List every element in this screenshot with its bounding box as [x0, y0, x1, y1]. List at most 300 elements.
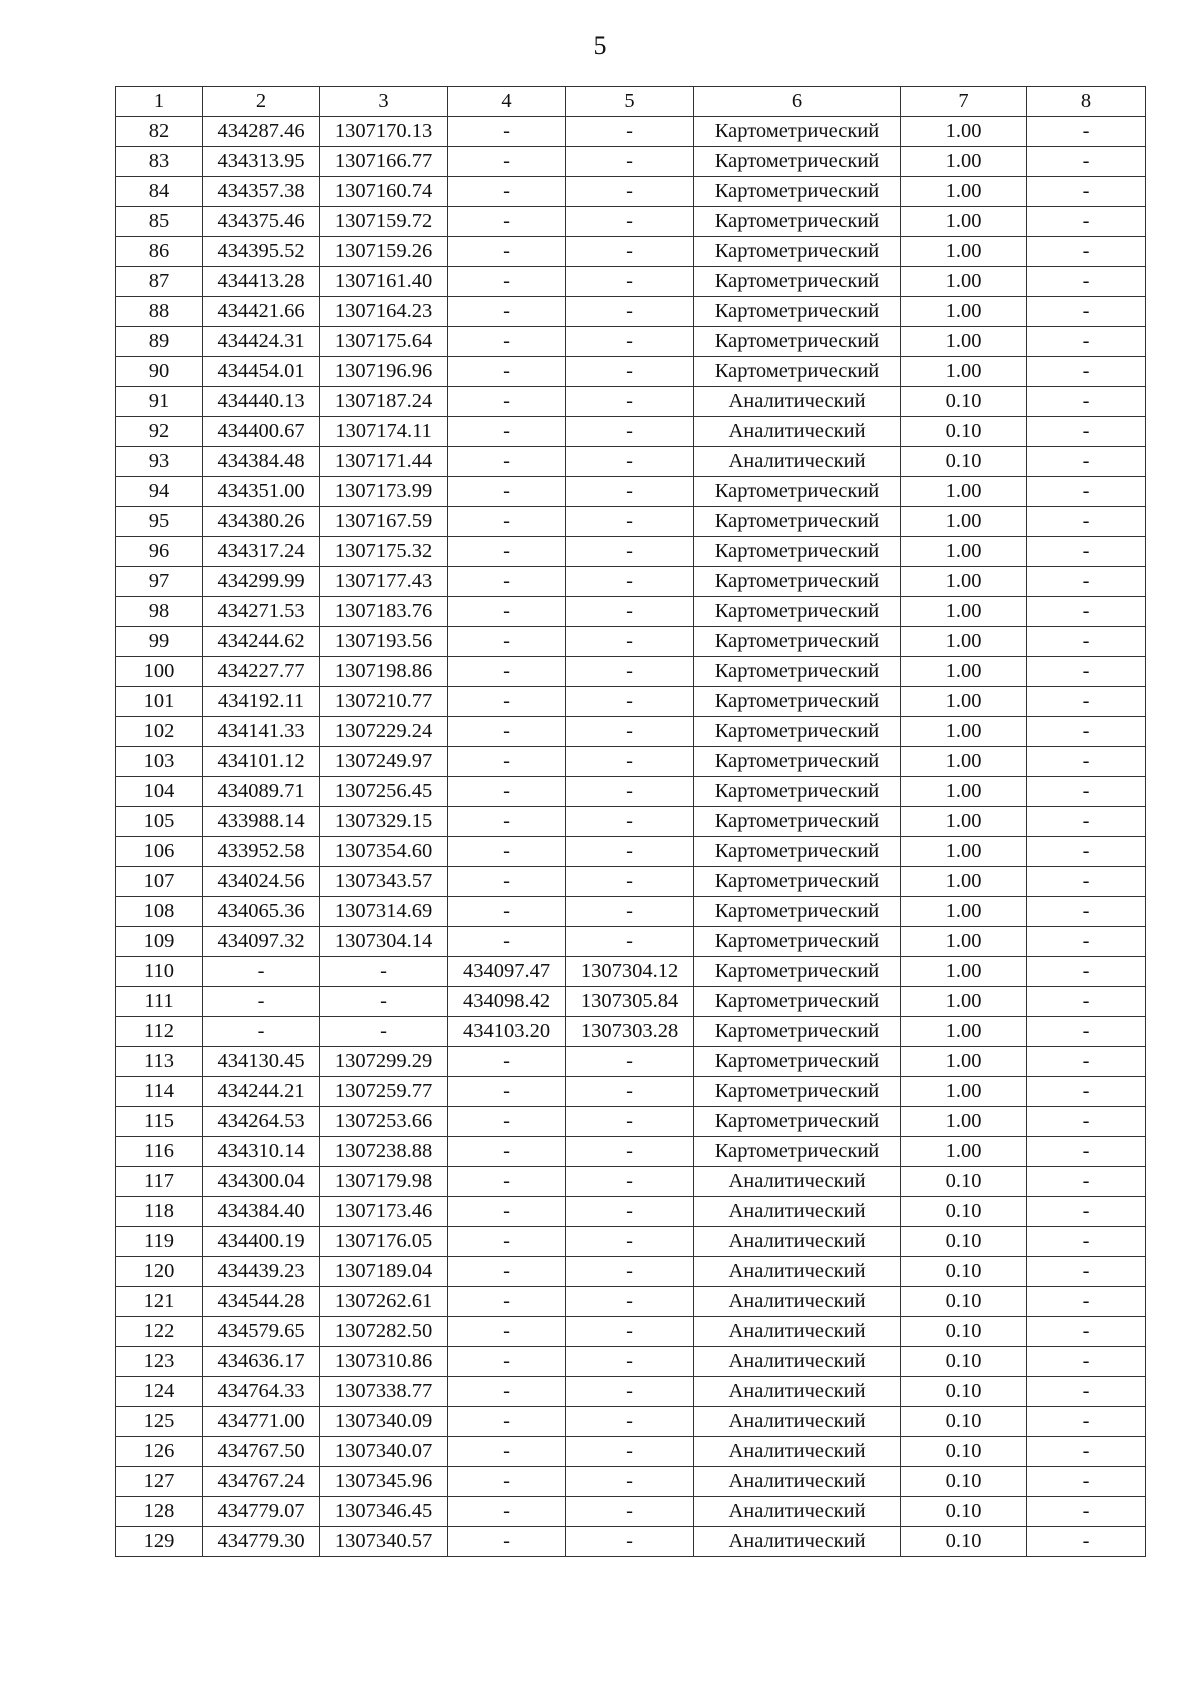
- table-row: [116, 1317, 1146, 1347]
- description-cell: -: [1027, 627, 1146, 657]
- table-row: [116, 627, 1146, 657]
- x-coordinate-cell: 434141.33: [203, 717, 320, 747]
- point-number-cell: 104: [116, 777, 203, 807]
- method-cell: Аналитический: [694, 1467, 901, 1497]
- table-row: [116, 867, 1146, 897]
- x-coordinate-cell: 434413.28: [203, 267, 320, 297]
- accuracy-cell: 1.00: [901, 1137, 1027, 1167]
- y-new-coordinate-cell: -: [566, 177, 694, 207]
- point-number-cell: 113: [116, 1047, 203, 1077]
- y-coordinate-cell: 1307253.66: [320, 1107, 448, 1137]
- y-coordinate-cell: 1307166.77: [320, 147, 448, 177]
- point-number-cell: 88: [116, 297, 203, 327]
- x-coordinate-cell: 434097.32: [203, 927, 320, 957]
- description-cell: -: [1027, 147, 1146, 177]
- y-new-coordinate-cell: -: [566, 1527, 694, 1557]
- x-coordinate-cell: 434380.26: [203, 507, 320, 537]
- description-cell: -: [1027, 1437, 1146, 1467]
- table-row: [116, 1047, 1146, 1077]
- description-cell: -: [1027, 777, 1146, 807]
- x-new-coordinate-cell: -: [448, 687, 566, 717]
- x-new-coordinate-cell: -: [448, 717, 566, 747]
- x-coordinate-cell: 434101.12: [203, 747, 320, 777]
- table-row: [116, 987, 1146, 1017]
- y-new-coordinate-cell: -: [566, 627, 694, 657]
- method-cell: Аналитический: [694, 1167, 901, 1197]
- description-cell: -: [1027, 1227, 1146, 1257]
- description-cell: -: [1027, 387, 1146, 417]
- method-cell: Аналитический: [694, 447, 901, 477]
- y-coordinate-cell: 1307210.77: [320, 687, 448, 717]
- method-cell: Картометрический: [694, 1077, 901, 1107]
- x-coordinate-cell: 434779.30: [203, 1527, 320, 1557]
- description-cell: -: [1027, 357, 1146, 387]
- x-coordinate-cell: 434357.38: [203, 177, 320, 207]
- y-new-coordinate-cell: -: [566, 1377, 694, 1407]
- point-number-cell: 122: [116, 1317, 203, 1347]
- method-cell: Аналитический: [694, 1407, 901, 1437]
- accuracy-cell: 1.00: [901, 357, 1027, 387]
- y-coordinate-cell: 1307282.50: [320, 1317, 448, 1347]
- method-cell: Картометрический: [694, 807, 901, 837]
- y-new-coordinate-cell: -: [566, 567, 694, 597]
- description-cell: -: [1027, 417, 1146, 447]
- x-coordinate-cell: 434579.65: [203, 1317, 320, 1347]
- point-number-cell: 105: [116, 807, 203, 837]
- x-new-coordinate-cell: -: [448, 327, 566, 357]
- y-coordinate-cell: 1307193.56: [320, 627, 448, 657]
- method-cell: Картометрический: [694, 147, 901, 177]
- method-cell: Картометрический: [694, 1047, 901, 1077]
- accuracy-cell: 1.00: [901, 537, 1027, 567]
- table-row: [116, 1017, 1146, 1047]
- y-coordinate-cell: 1307340.09: [320, 1407, 448, 1437]
- point-number-cell: 126: [116, 1437, 203, 1467]
- y-coordinate-cell: 1307345.96: [320, 1467, 448, 1497]
- table-row: [116, 387, 1146, 417]
- accuracy-cell: 1.00: [901, 147, 1027, 177]
- description-cell: -: [1027, 207, 1146, 237]
- description-cell: -: [1027, 237, 1146, 267]
- accuracy-cell: 1.00: [901, 627, 1027, 657]
- x-new-coordinate-cell: -: [448, 1347, 566, 1377]
- description-cell: -: [1027, 1467, 1146, 1497]
- x-new-coordinate-cell: -: [448, 747, 566, 777]
- x-new-coordinate-cell: -: [448, 597, 566, 627]
- point-number-cell: 90: [116, 357, 203, 387]
- description-cell: -: [1027, 1407, 1146, 1437]
- accuracy-cell: 1.00: [901, 837, 1027, 867]
- y-new-coordinate-cell: -: [566, 237, 694, 267]
- x-new-coordinate-cell: -: [448, 507, 566, 537]
- y-new-coordinate-cell: -: [566, 507, 694, 537]
- point-number-cell: 120: [116, 1257, 203, 1287]
- table-row: [116, 837, 1146, 867]
- y-new-coordinate-cell: -: [566, 897, 694, 927]
- x-coordinate-cell: 434439.23: [203, 1257, 320, 1287]
- accuracy-cell: 1.00: [901, 777, 1027, 807]
- y-new-coordinate-cell: -: [566, 1467, 694, 1497]
- y-coordinate-cell: 1307167.59: [320, 507, 448, 537]
- y-coordinate-cell: 1307314.69: [320, 897, 448, 927]
- table-row: [116, 1257, 1146, 1287]
- y-new-coordinate-cell: -: [566, 297, 694, 327]
- point-number-cell: 92: [116, 417, 203, 447]
- x-new-coordinate-cell: 434103.20: [448, 1017, 566, 1047]
- x-new-coordinate-cell: -: [448, 777, 566, 807]
- method-cell: Аналитический: [694, 1347, 901, 1377]
- method-cell: Картометрический: [694, 297, 901, 327]
- y-coordinate-cell: -: [320, 1017, 448, 1047]
- y-new-coordinate-cell: -: [566, 117, 694, 147]
- description-cell: -: [1027, 657, 1146, 687]
- description-cell: -: [1027, 1047, 1146, 1077]
- method-cell: Картометрический: [694, 687, 901, 717]
- y-coordinate-cell: 1307189.04: [320, 1257, 448, 1287]
- y-new-coordinate-cell: -: [566, 1437, 694, 1467]
- accuracy-cell: 1.00: [901, 897, 1027, 927]
- accuracy-cell: 0.10: [901, 1227, 1027, 1257]
- y-new-coordinate-cell: 1307305.84: [566, 987, 694, 1017]
- accuracy-cell: 0.10: [901, 1287, 1027, 1317]
- method-cell: Картометрический: [694, 1017, 901, 1047]
- x-coordinate-cell: 434454.01: [203, 357, 320, 387]
- y-new-coordinate-cell: -: [566, 1137, 694, 1167]
- method-cell: Картометрический: [694, 957, 901, 987]
- y-new-coordinate-cell: -: [566, 537, 694, 567]
- y-coordinate-cell: 1307160.74: [320, 177, 448, 207]
- method-cell: Картометрический: [694, 117, 901, 147]
- method-cell: Картометрический: [694, 507, 901, 537]
- method-cell: Аналитический: [694, 387, 901, 417]
- x-coordinate-cell: -: [203, 1017, 320, 1047]
- table-row: [116, 1167, 1146, 1197]
- y-new-coordinate-cell: -: [566, 1077, 694, 1107]
- x-new-coordinate-cell: -: [448, 1467, 566, 1497]
- accuracy-cell: 1.00: [901, 987, 1027, 1017]
- x-coordinate-cell: 434264.53: [203, 1107, 320, 1137]
- table-row: [116, 267, 1146, 297]
- method-cell: Картометрический: [694, 477, 901, 507]
- description-cell: -: [1027, 1017, 1146, 1047]
- y-new-coordinate-cell: -: [566, 327, 694, 357]
- x-new-coordinate-cell: -: [448, 867, 566, 897]
- table-row: [116, 327, 1146, 357]
- table-row: [116, 1347, 1146, 1377]
- x-new-coordinate-cell: -: [448, 1107, 566, 1137]
- y-new-coordinate-cell: 1307303.28: [566, 1017, 694, 1047]
- x-new-coordinate-cell: -: [448, 1197, 566, 1227]
- method-cell: Картометрический: [694, 717, 901, 747]
- description-cell: -: [1027, 597, 1146, 627]
- method-cell: Аналитический: [694, 1437, 901, 1467]
- accuracy-cell: 1.00: [901, 717, 1027, 747]
- method-cell: Аналитический: [694, 1377, 901, 1407]
- x-new-coordinate-cell: -: [448, 1377, 566, 1407]
- x-new-coordinate-cell: 434098.42: [448, 987, 566, 1017]
- description-cell: -: [1027, 1137, 1146, 1167]
- description-cell: -: [1027, 1377, 1146, 1407]
- x-coordinate-cell: 434024.56: [203, 867, 320, 897]
- method-cell: Картометрический: [694, 357, 901, 387]
- x-new-coordinate-cell: -: [448, 1407, 566, 1437]
- x-new-coordinate-cell: -: [448, 267, 566, 297]
- x-new-coordinate-cell: -: [448, 1497, 566, 1527]
- point-number-cell: 107: [116, 867, 203, 897]
- x-new-coordinate-cell: -: [448, 657, 566, 687]
- description-cell: -: [1027, 957, 1146, 987]
- table-row: [116, 1527, 1146, 1557]
- point-number-cell: 116: [116, 1137, 203, 1167]
- point-number-cell: 94: [116, 477, 203, 507]
- point-number-cell: 123: [116, 1347, 203, 1377]
- y-coordinate-cell: 1307159.72: [320, 207, 448, 237]
- y-new-coordinate-cell: -: [566, 1287, 694, 1317]
- table-row: [116, 567, 1146, 597]
- table-row: [116, 597, 1146, 627]
- y-new-coordinate-cell: -: [566, 747, 694, 777]
- point-number-cell: 103: [116, 747, 203, 777]
- description-cell: -: [1027, 1317, 1146, 1347]
- description-cell: -: [1027, 477, 1146, 507]
- point-number-cell: 101: [116, 687, 203, 717]
- point-number-cell: 128: [116, 1497, 203, 1527]
- y-coordinate-cell: 1307196.96: [320, 357, 448, 387]
- table-row: [116, 657, 1146, 687]
- y-new-coordinate-cell: -: [566, 1047, 694, 1077]
- accuracy-cell: 1.00: [901, 507, 1027, 537]
- y-new-coordinate-cell: -: [566, 1167, 694, 1197]
- description-cell: -: [1027, 1257, 1146, 1287]
- x-coordinate-cell: 434244.21: [203, 1077, 320, 1107]
- y-coordinate-cell: 1307338.77: [320, 1377, 448, 1407]
- description-cell: -: [1027, 117, 1146, 147]
- table-row: [116, 1197, 1146, 1227]
- y-new-coordinate-cell: -: [566, 837, 694, 867]
- description-cell: -: [1027, 837, 1146, 867]
- description-cell: -: [1027, 507, 1146, 537]
- x-new-coordinate-cell: -: [448, 927, 566, 957]
- table-row: [116, 1227, 1146, 1257]
- y-new-coordinate-cell: -: [566, 717, 694, 747]
- x-new-coordinate-cell: 434097.47: [448, 957, 566, 987]
- description-cell: -: [1027, 537, 1146, 567]
- table-row: [116, 747, 1146, 777]
- method-cell: Картометрический: [694, 177, 901, 207]
- point-number-cell: 114: [116, 1077, 203, 1107]
- method-cell: Аналитический: [694, 1317, 901, 1347]
- point-number-cell: 109: [116, 927, 203, 957]
- point-number-cell: 125: [116, 1407, 203, 1437]
- point-number-cell: 118: [116, 1197, 203, 1227]
- accuracy-cell: 0.10: [901, 1377, 1027, 1407]
- description-cell: -: [1027, 297, 1146, 327]
- y-new-coordinate-cell: -: [566, 777, 694, 807]
- method-cell: Аналитический: [694, 1527, 901, 1557]
- header-cell-8: 8: [1027, 87, 1146, 117]
- table-row: [116, 207, 1146, 237]
- accuracy-cell: 1.00: [901, 297, 1027, 327]
- x-coordinate-cell: 434317.24: [203, 537, 320, 567]
- x-new-coordinate-cell: -: [448, 1227, 566, 1257]
- x-coordinate-cell: 433952.58: [203, 837, 320, 867]
- point-number-cell: 102: [116, 717, 203, 747]
- table-body: [116, 87, 1146, 1557]
- x-coordinate-cell: 434767.50: [203, 1437, 320, 1467]
- point-number-cell: 85: [116, 207, 203, 237]
- x-new-coordinate-cell: -: [448, 237, 566, 267]
- x-coordinate-cell: -: [203, 957, 320, 987]
- accuracy-cell: 1.00: [901, 687, 1027, 717]
- x-coordinate-cell: 434544.28: [203, 1287, 320, 1317]
- x-new-coordinate-cell: -: [448, 837, 566, 867]
- point-number-cell: 86: [116, 237, 203, 267]
- accuracy-cell: 1.00: [901, 207, 1027, 237]
- table-row: [116, 687, 1146, 717]
- x-new-coordinate-cell: -: [448, 627, 566, 657]
- point-number-cell: 115: [116, 1107, 203, 1137]
- method-cell: Картометрический: [694, 867, 901, 897]
- x-new-coordinate-cell: -: [448, 807, 566, 837]
- y-coordinate-cell: 1307310.86: [320, 1347, 448, 1377]
- header-cell-2: 2: [203, 87, 320, 117]
- x-coordinate-cell: 434384.40: [203, 1197, 320, 1227]
- x-new-coordinate-cell: -: [448, 447, 566, 477]
- description-cell: -: [1027, 927, 1146, 957]
- y-new-coordinate-cell: -: [566, 1197, 694, 1227]
- x-coordinate-cell: 434424.31: [203, 327, 320, 357]
- method-cell: Аналитический: [694, 1227, 901, 1257]
- x-new-coordinate-cell: -: [448, 357, 566, 387]
- description-cell: -: [1027, 1197, 1146, 1227]
- description-cell: -: [1027, 867, 1146, 897]
- table-row: [116, 357, 1146, 387]
- accuracy-cell: 0.10: [901, 447, 1027, 477]
- header-cell-3: 3: [320, 87, 448, 117]
- accuracy-cell: 0.10: [901, 1257, 1027, 1287]
- y-new-coordinate-cell: -: [566, 1227, 694, 1257]
- y-coordinate-cell: 1307340.07: [320, 1437, 448, 1467]
- header-cell-1: 1: [116, 87, 203, 117]
- point-number-cell: 82: [116, 117, 203, 147]
- y-coordinate-cell: 1307159.26: [320, 237, 448, 267]
- y-new-coordinate-cell: 1307304.12: [566, 957, 694, 987]
- y-new-coordinate-cell: -: [566, 687, 694, 717]
- method-cell: Картометрический: [694, 777, 901, 807]
- header-cell-5: 5: [566, 87, 694, 117]
- table-row: [116, 1407, 1146, 1437]
- x-new-coordinate-cell: -: [448, 1167, 566, 1197]
- y-coordinate-cell: 1307175.64: [320, 327, 448, 357]
- accuracy-cell: 1.00: [901, 567, 1027, 597]
- x-new-coordinate-cell: -: [448, 1257, 566, 1287]
- method-cell: Аналитический: [694, 1197, 901, 1227]
- accuracy-cell: 0.10: [901, 1197, 1027, 1227]
- description-cell: -: [1027, 177, 1146, 207]
- x-coordinate-cell: 434421.66: [203, 297, 320, 327]
- y-coordinate-cell: 1307161.40: [320, 267, 448, 297]
- table-row: [116, 717, 1146, 747]
- y-coordinate-cell: 1307262.61: [320, 1287, 448, 1317]
- x-coordinate-cell: 434192.11: [203, 687, 320, 717]
- y-coordinate-cell: 1307329.15: [320, 807, 448, 837]
- header-cell-4: 4: [448, 87, 566, 117]
- accuracy-cell: 0.10: [901, 417, 1027, 447]
- description-cell: -: [1027, 897, 1146, 927]
- y-coordinate-cell: 1307183.76: [320, 597, 448, 627]
- accuracy-cell: 0.10: [901, 1467, 1027, 1497]
- description-cell: -: [1027, 1527, 1146, 1557]
- table-row: [116, 807, 1146, 837]
- y-coordinate-cell: 1307249.97: [320, 747, 448, 777]
- x-coordinate-cell: 434764.33: [203, 1377, 320, 1407]
- accuracy-cell: 1.00: [901, 327, 1027, 357]
- accuracy-cell: 1.00: [901, 747, 1027, 777]
- y-new-coordinate-cell: -: [566, 1407, 694, 1437]
- x-coordinate-cell: 434227.77: [203, 657, 320, 687]
- y-new-coordinate-cell: -: [566, 657, 694, 687]
- table-row: [116, 957, 1146, 987]
- point-number-cell: 98: [116, 597, 203, 627]
- x-coordinate-cell: 434636.17: [203, 1347, 320, 1377]
- accuracy-cell: 1.00: [901, 1107, 1027, 1137]
- y-coordinate-cell: -: [320, 957, 448, 987]
- point-number-cell: 89: [116, 327, 203, 357]
- accuracy-cell: 1.00: [901, 117, 1027, 147]
- y-new-coordinate-cell: -: [566, 147, 694, 177]
- description-cell: -: [1027, 1287, 1146, 1317]
- y-new-coordinate-cell: -: [566, 867, 694, 897]
- y-coordinate-cell: 1307175.32: [320, 537, 448, 567]
- method-cell: Аналитический: [694, 417, 901, 447]
- y-new-coordinate-cell: -: [566, 597, 694, 627]
- header-cell-7: 7: [901, 87, 1027, 117]
- accuracy-cell: 0.10: [901, 1527, 1027, 1557]
- accuracy-cell: 0.10: [901, 1317, 1027, 1347]
- method-cell: Картометрический: [694, 1107, 901, 1137]
- x-new-coordinate-cell: -: [448, 297, 566, 327]
- table-row: [116, 1377, 1146, 1407]
- method-cell: Картометрический: [694, 987, 901, 1017]
- description-cell: -: [1027, 327, 1146, 357]
- y-coordinate-cell: 1307177.43: [320, 567, 448, 597]
- y-coordinate-cell: 1307299.29: [320, 1047, 448, 1077]
- accuracy-cell: 1.00: [901, 957, 1027, 987]
- point-number-cell: 121: [116, 1287, 203, 1317]
- table-header-row: [116, 87, 1146, 117]
- y-coordinate-cell: 1307164.23: [320, 297, 448, 327]
- table-row: [116, 297, 1146, 327]
- point-number-cell: 96: [116, 537, 203, 567]
- y-coordinate-cell: 1307343.57: [320, 867, 448, 897]
- x-coordinate-cell: 434767.24: [203, 1467, 320, 1497]
- y-coordinate-cell: 1307171.44: [320, 447, 448, 477]
- y-new-coordinate-cell: -: [566, 1107, 694, 1137]
- y-new-coordinate-cell: -: [566, 807, 694, 837]
- table-row: [116, 1077, 1146, 1107]
- point-number-cell: 108: [116, 897, 203, 927]
- x-coordinate-cell: 434395.52: [203, 237, 320, 267]
- y-new-coordinate-cell: -: [566, 1347, 694, 1377]
- description-cell: -: [1027, 447, 1146, 477]
- y-coordinate-cell: 1307174.11: [320, 417, 448, 447]
- header-cell-6: 6: [694, 87, 901, 117]
- y-new-coordinate-cell: -: [566, 267, 694, 297]
- x-new-coordinate-cell: -: [448, 177, 566, 207]
- table-row: [116, 117, 1146, 147]
- point-number-cell: 87: [116, 267, 203, 297]
- accuracy-cell: 1.00: [901, 657, 1027, 687]
